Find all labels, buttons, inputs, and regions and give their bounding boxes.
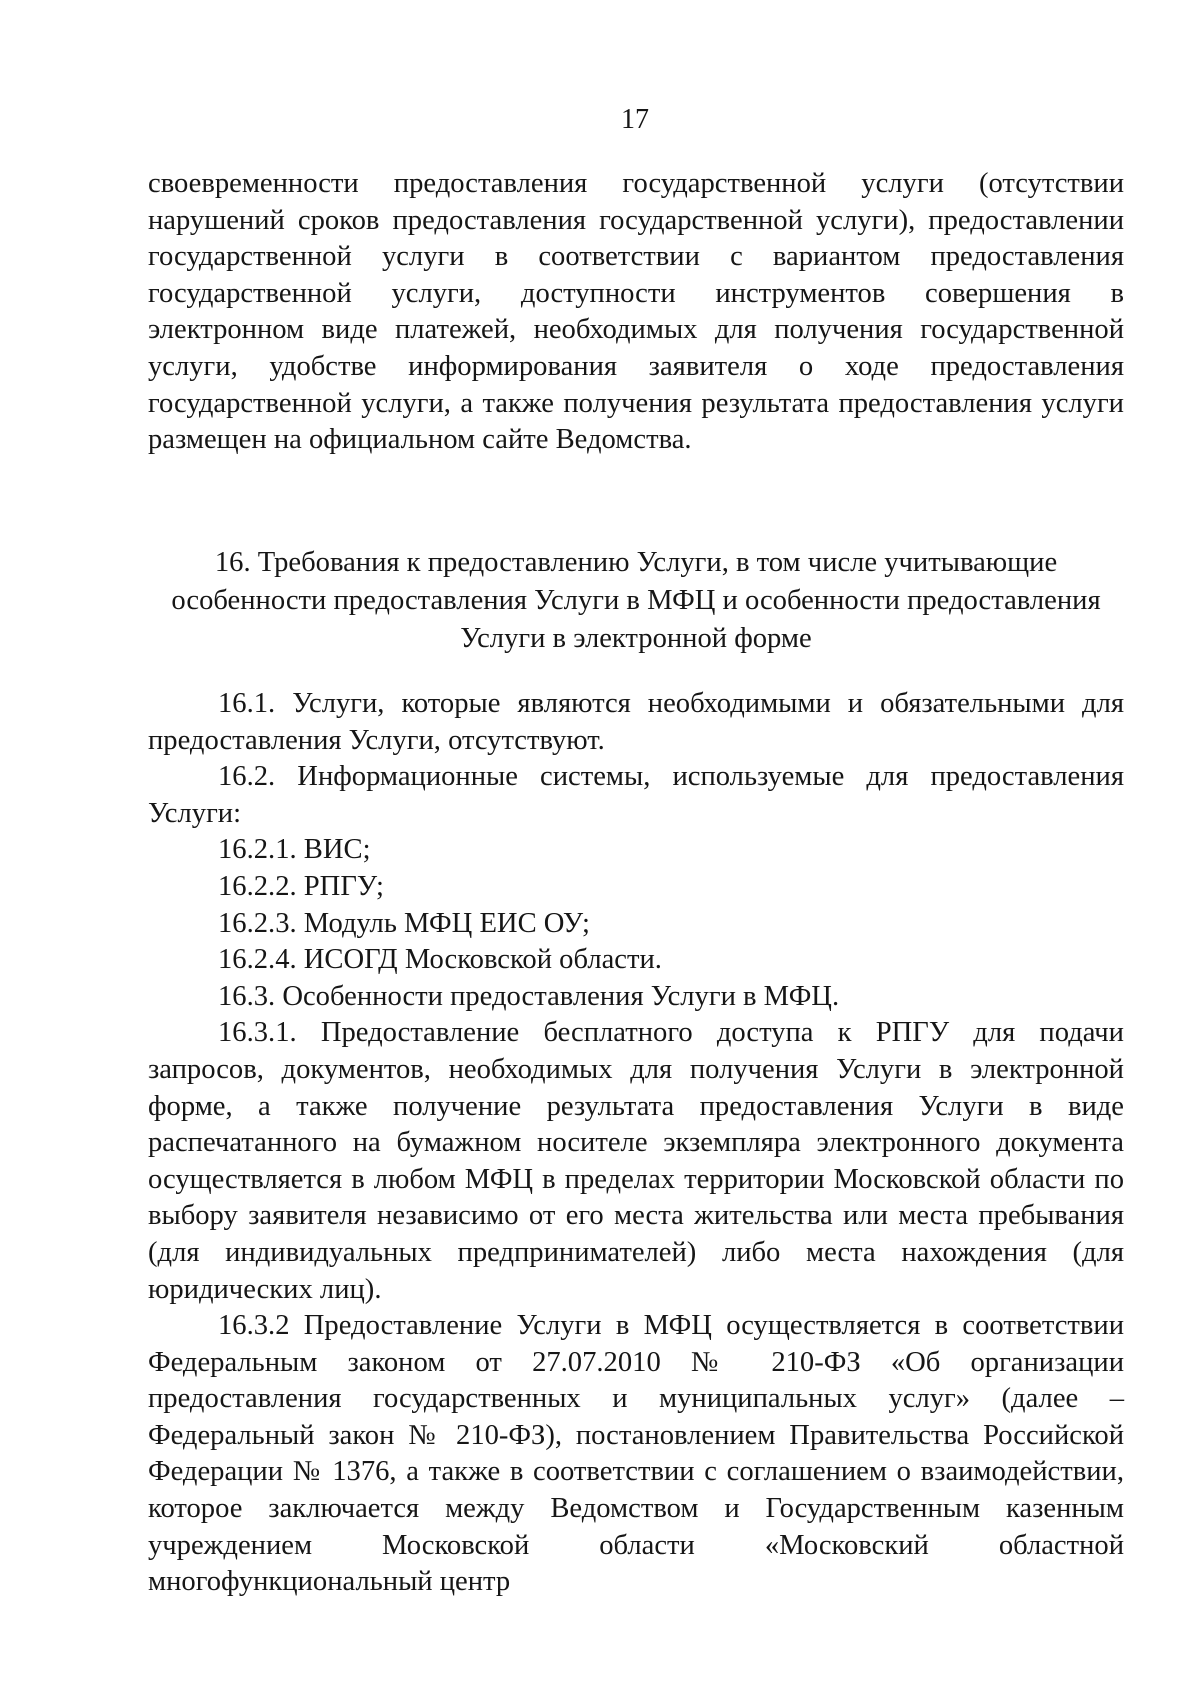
section-body — [148, 686, 1124, 1601]
section-heading-line: особенности предоставления Услуги в МФЦ и особенности предоставления — [171, 585, 1101, 616]
section-heading-line: 16. Требования к предоставлению Услуги, в том числе учитывающие — [214, 547, 1058, 578]
paragraph-16-2-1: 16.2.1. ВИС; — [218, 834, 371, 866]
paragraph-16-3-1: 16.3.1. Предоставление бесплатного доступа к РПГУ для подачи запросов, документов, необходимых для получения Услуги в электронной форме, а также получение результата предоставления Услуги в виде распечатанного на бумажном носителе экземпляра электронного документа осуществляется в любом МФЦ в пределах территории Московской области по выбору заявителя независимо от его места жительства или места пребывания (для индивидуальных предпринимателей) либо места нахождения (для юридических лиц). — [148, 1017, 1124, 1305]
paragraph-16-2: 16.2. Информационные системы, используемые для предоставления Услуги: — [148, 761, 1124, 829]
paragraph-16-3: 16.3. Особенности предоставления Услуги в МФЦ. — [218, 980, 840, 1012]
section-heading — [148, 544, 1124, 658]
paragraph-16-3-2: 16.3.2 Предоставление Услуги в МФЦ осуществляется в соответствии Федеральным законом от 27.07.2010 № 210-ФЗ «Об организации предоставления государственных и муниципальных услуг» (далее – Федеральный закон № 210-ФЗ), постановлением Правительства Российской Федерации № 1376, а также в соответствии с соглашением о взаимодействии, которое заключается между Ведомством и Государственным казенным учреждением Московской области «Московский областной многофункциональный центр — [148, 1310, 1124, 1598]
intro-paragraph: своевременности предоставления государственной услуги (отсутствии нарушений сроков предоставления государственной услуги), предоставлении государственной услуги в соответствии с вариантом предоставления государственной услуги, доступности инструментов совершения в электронном виде платежей, необходимых для получения государственной услуги, удобстве информирования заявителя о ходе предоставления государственной услуги, а также получения результата предоставления услуги размещен на официальном сайте Ведомства. — [148, 168, 1124, 456]
paragraph-16-2-2: 16.2.2. РПГУ; — [218, 870, 384, 902]
section-heading-line: Услуги в электронной форме — [460, 623, 812, 654]
intro-text-block — [148, 166, 1124, 459]
paragraph-16-2-3: 16.2.3. Модуль МФЦ ЕИС ОУ; — [218, 907, 590, 939]
page-number: 17 — [621, 104, 649, 135]
paragraph-16-1: 16.1. Услуги, которые являются необходимыми и обязательными для предоставления Услуги, отсутствуют. — [148, 688, 1124, 756]
paragraph-16-2-4: 16.2.4. ИСОГД Московской области. — [218, 944, 662, 976]
